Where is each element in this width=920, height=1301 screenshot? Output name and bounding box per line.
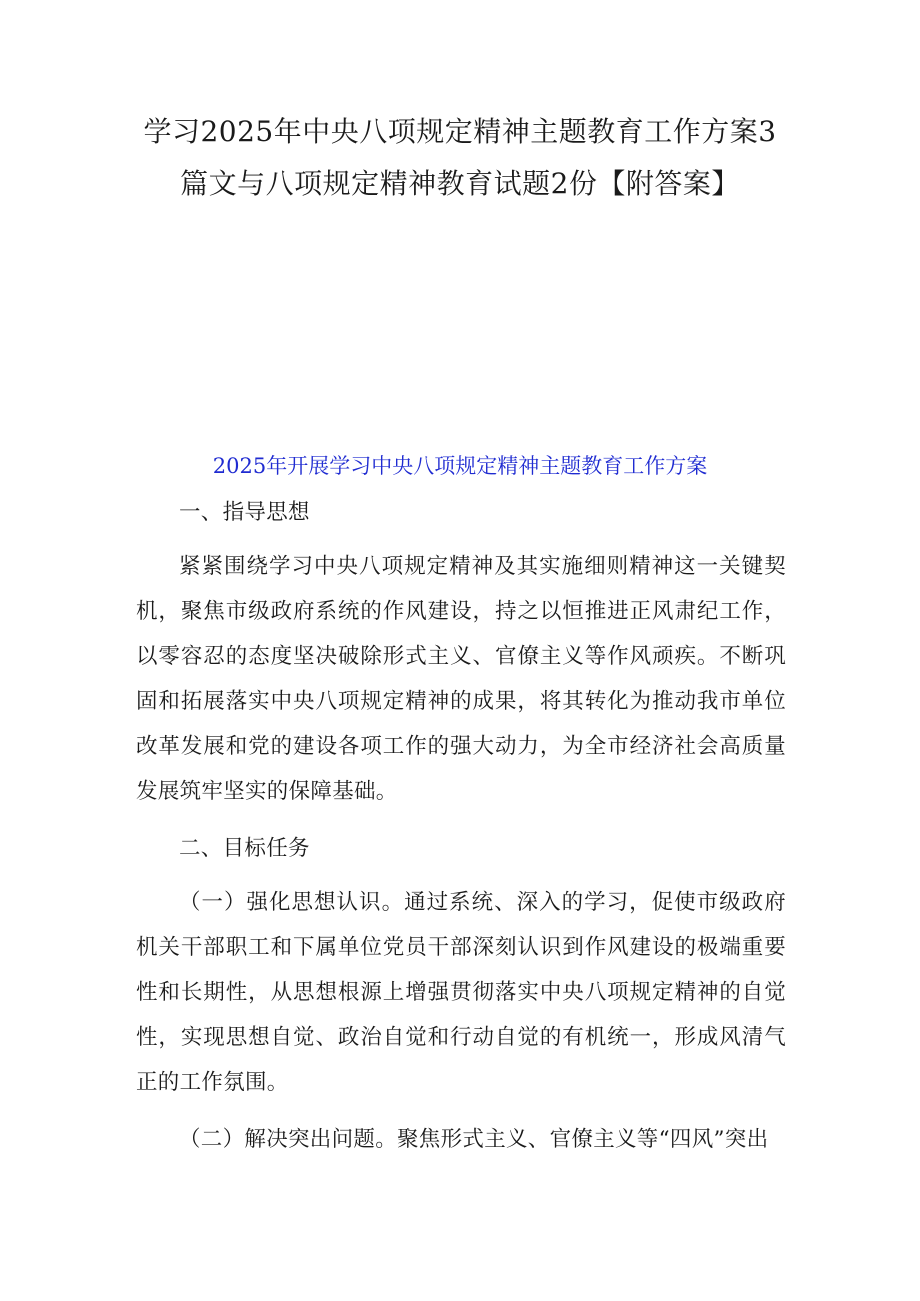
heading-objectives: 二、目标任务: [179, 836, 310, 861]
paragraph-guiding-ideology: 紧紧围绕学习中央八项规定精神及其实施细则精神这一关键契机，聚焦市级政府系统的作风建设，持之以恒推进正风肃纪工作，以零容忍的态度坚决破除形式主义、官僚主义等作风顽疾。不断巩固和拓展落实中央八项规定精神的成果，将其转化为推动我市单位改革发展和党的建设各项工作的强大动力，为全市经济社会高质量发展筑牢坚实的保障基础。: [136, 554, 786, 804]
paragraph-solve-problems: （二）解决突出问题。聚焦形式主义、官僚主义等“四风”突出: [179, 1127, 769, 1152]
document-title-line-1: 学习2025年中央八项规定精神主题教育工作方案3: [143, 115, 777, 148]
heading-guiding-ideology: 一、指导思想: [179, 500, 310, 525]
section-title: 2025年开展学习中央八项规定精神主题教育工作方案: [212, 454, 708, 478]
paragraph-strengthen-awareness: （一）强化思想认识。通过系统、深入的学习，促使市级政府机关干部职工和下属单位党员干部深刻认识到作风建设的极端重要性和长期性，从思想根源上增强贯彻落实中央八项规定精神的自觉性，实现思想自觉、政治自觉和行动自觉的有机统一，形成风清气正的工作氛围。: [136, 890, 786, 1095]
document-body: [136, 490, 786, 1174]
document-title-line-2: 篇文与八项规定精神教育试题2份【附答案】: [180, 167, 740, 200]
document-title: [100, 106, 820, 210]
